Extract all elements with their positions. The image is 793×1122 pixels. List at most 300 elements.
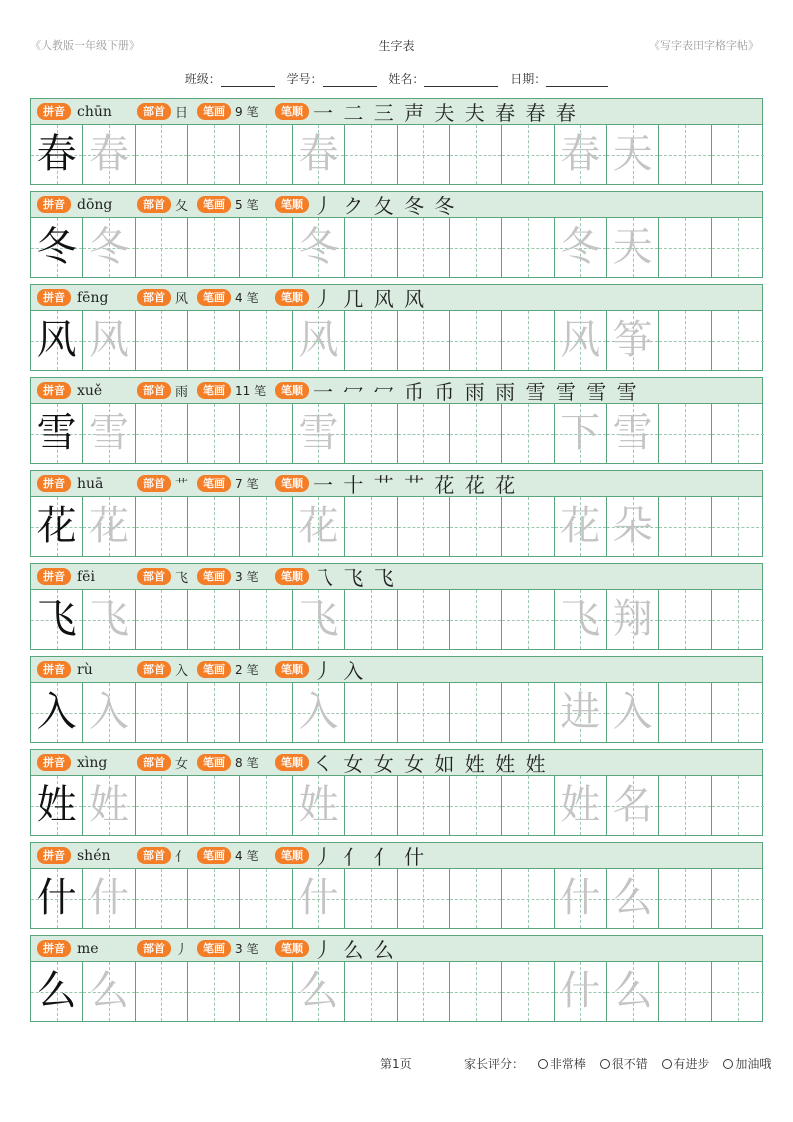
eval-option-4[interactable]: 加油哦 [723,1057,771,1071]
practice-cell[interactable] [188,590,240,649]
stroke-order-tag: 笔顺 [275,196,309,213]
tianzige-grid [30,125,763,185]
practice-cell[interactable] [345,869,397,928]
practice-cell[interactable] [240,776,292,835]
trace-character-cell[interactable] [607,776,659,835]
character-entry [30,191,763,278]
radical-tag: 部首 [137,940,171,957]
practice-cell[interactable] [659,962,711,1021]
practice-cell[interactable] [712,218,764,277]
practice-cell[interactable] [712,311,764,370]
practice-cell[interactable] [398,218,450,277]
stroke-order-tag: 笔顺 [275,103,309,120]
trace-character: 姓 [560,782,601,828]
model-character-cell[interactable] [31,869,83,928]
practice-cell[interactable] [398,869,450,928]
practice-cell[interactable] [712,125,764,184]
trace-character-cell[interactable] [293,962,345,1021]
character-entry [30,377,763,464]
practice-cell[interactable] [450,404,502,463]
entry-info-bar [30,935,763,962]
practice-cell[interactable] [240,125,292,184]
page-title: 生字表 [378,39,415,53]
practice-cell[interactable] [398,404,450,463]
practice-cell[interactable] [502,404,554,463]
entry-info-bar [30,191,763,218]
trace-character-cell[interactable] [83,590,135,649]
radical-value: 雨 [175,385,189,400]
practice-cell[interactable] [502,962,554,1021]
trace-character: 翔 [612,596,653,642]
practice-cell[interactable] [345,311,397,370]
stroke-order-sequence: 丿 ク 夂 冬 冬 [313,194,457,218]
trace-character-cell[interactable] [555,869,607,928]
trace-character: 么 [612,875,653,921]
eval-label: 家长评分： [464,1057,525,1071]
entry-info-bar [30,284,763,311]
stroke-order-tag: 笔顺 [275,754,309,771]
practice-cell[interactable] [136,497,188,556]
model-character: 冬 [36,224,77,270]
practice-cell[interactable] [502,497,554,556]
practice-cell[interactable] [712,962,764,1021]
class-label: 班级： [184,72,221,86]
trace-character: 什 [560,875,601,921]
practice-cell[interactable] [136,776,188,835]
tianzige-grid [30,311,763,371]
practice-cell[interactable] [450,497,502,556]
practice-cell[interactable] [659,776,711,835]
radical-tag: 部首 [137,475,171,492]
model-character: 春 [36,131,77,177]
practice-cell[interactable] [240,218,292,277]
trace-character: 朵 [612,503,653,549]
page-number: 第1页 [380,1057,412,1071]
eval-option-1[interactable]: 非常棒 [538,1057,586,1071]
practice-cell[interactable] [450,683,502,742]
radio-circle-icon [662,1059,672,1069]
trace-character: 么 [612,968,653,1014]
practice-cell[interactable] [240,404,292,463]
trace-character: 什 [298,875,339,921]
strokes-value: 2 笔 [235,663,259,677]
number-field[interactable] [287,72,377,86]
trace-character-cell[interactable] [555,962,607,1021]
character-entry [30,656,763,743]
tianzige-grid [30,962,763,1022]
practice-cell[interactable] [450,776,502,835]
strokes-tag: 笔画 [197,754,231,771]
character-entry [30,563,763,650]
stroke-order-tag: 笔顺 [275,382,309,399]
radical-tag: 部首 [137,289,171,306]
trace-character-cell[interactable] [83,776,135,835]
model-character: 雪 [36,410,77,456]
practice-cell[interactable] [398,497,450,556]
model-character-cell[interactable] [31,776,83,835]
radical-value: 飞 [175,571,189,586]
strokes-tag: 笔画 [197,475,231,492]
pinyin-value: chūn [77,103,112,120]
practice-cell[interactable] [712,404,764,463]
character-table [30,98,763,1028]
practice-cell[interactable] [450,962,502,1021]
trace-character: 入 [612,689,653,735]
model-character-cell[interactable] [31,125,83,184]
radical-value: 夂 [175,199,189,214]
practice-cell[interactable] [398,962,450,1021]
tianzige-grid [30,869,763,929]
trace-character-cell[interactable] [607,590,659,649]
stroke-order-tag: 笔顺 [275,568,309,585]
trace-character: 天 [612,224,653,270]
model-character: 么 [36,968,77,1014]
pinyin-tag: 拼音 [37,382,71,399]
practice-cell[interactable] [136,962,188,1021]
practice-cell[interactable] [188,776,240,835]
radical-value: 日 [175,106,189,121]
trace-character: 冬 [298,224,339,270]
trace-character: 什 [560,968,601,1014]
practice-cell[interactable] [345,590,397,649]
practice-cell[interactable] [712,683,764,742]
stroke-order-tag: 笔顺 [275,475,309,492]
stroke-order-tag: 笔顺 [275,289,309,306]
stroke-order-sequence: ㇛ 女 女 女 如 姓 姓 姓 [313,752,548,776]
model-character: 花 [36,503,77,549]
trace-character: 么 [298,968,339,1014]
trace-character-cell[interactable] [83,962,135,1021]
trace-character-cell[interactable] [83,125,135,184]
trace-character-cell[interactable] [555,497,607,556]
entry-info-bar [30,842,763,869]
trace-character-cell[interactable] [555,404,607,463]
practice-cell[interactable] [136,590,188,649]
trace-character: 春 [298,131,339,177]
model-character-cell[interactable] [31,683,83,742]
trace-character-cell[interactable] [607,869,659,928]
trace-character-cell[interactable] [293,869,345,928]
trace-character: 雪 [298,410,339,456]
trace-character: 么 [89,968,130,1014]
name-field[interactable] [388,72,498,86]
trace-character-cell[interactable] [607,404,659,463]
practice-cell[interactable] [398,776,450,835]
practice-cell[interactable] [345,962,397,1021]
eval-option-2[interactable]: 很不错 [600,1057,648,1071]
stroke-order-tag: 笔顺 [275,940,309,957]
header-right-text: 《写字表田字格字帖》 [649,39,759,52]
trace-character-cell[interactable] [293,683,345,742]
practice-cell[interactable] [450,218,502,277]
model-character: 风 [36,317,77,363]
radical-value: 亻 [175,850,189,865]
practice-cell[interactable] [240,311,292,370]
trace-character-cell[interactable] [293,776,345,835]
trace-character: 雪 [89,410,130,456]
practice-cell[interactable] [502,125,554,184]
practice-cell[interactable] [502,311,554,370]
trace-character-cell[interactable] [83,404,135,463]
entry-info-bar [30,656,763,683]
radical-tag: 部首 [137,568,171,585]
trace-character: 风 [560,317,601,363]
practice-cell[interactable] [188,218,240,277]
practice-cell[interactable] [398,590,450,649]
radical-value: 入 [175,664,189,679]
trace-character: 春 [89,131,130,177]
practice-cell[interactable] [345,683,397,742]
trace-character-cell[interactable] [607,497,659,556]
trace-character-cell[interactable] [293,590,345,649]
practice-cell[interactable] [136,869,188,928]
radical-tag: 部首 [137,382,171,399]
practice-cell[interactable] [240,962,292,1021]
stroke-order-sequence: 丿 么 么 [313,938,396,962]
strokes-value: 7 笔 [235,477,259,491]
trace-character-cell[interactable] [293,125,345,184]
model-character-cell[interactable] [31,497,83,556]
practice-cell[interactable] [188,869,240,928]
trace-character: 风 [298,317,339,363]
trace-character: 什 [89,875,130,921]
practice-cell[interactable] [240,869,292,928]
trace-character-cell[interactable] [293,404,345,463]
trace-character-cell[interactable] [607,311,659,370]
trace-character-cell[interactable] [293,311,345,370]
trace-character-cell[interactable] [293,497,345,556]
practice-cell[interactable] [659,218,711,277]
strokes-value: 8 笔 [235,756,259,770]
practice-cell[interactable] [712,590,764,649]
practice-cell[interactable] [240,683,292,742]
trace-character: 冬 [560,224,601,270]
trace-character-cell[interactable] [83,497,135,556]
practice-cell[interactable] [345,776,397,835]
trace-character-cell[interactable] [607,962,659,1021]
practice-cell[interactable] [398,683,450,742]
radio-circle-icon [538,1059,548,1069]
name-label: 姓名： [388,72,425,86]
strokes-value: 4 笔 [235,849,259,863]
practice-cell[interactable] [345,404,397,463]
radical-tag: 部首 [137,661,171,678]
model-character-cell[interactable] [31,962,83,1021]
radical-tag: 部首 [137,103,171,120]
stroke-order-tag: 笔顺 [275,661,309,678]
entry-info-bar [30,377,763,404]
pinyin-tag: 拼音 [37,661,71,678]
radio-circle-icon [600,1059,610,1069]
model-character: 入 [36,689,77,735]
stroke-order-sequence: 一 二 三 声 夫 夫 春 春 春 [313,101,578,125]
pinyin-value: dōng [77,196,113,213]
trace-character-cell[interactable] [607,683,659,742]
header-left-text: 《人教版一年级下册》 [30,39,140,52]
trace-character-cell[interactable] [555,311,607,370]
trace-character: 名 [612,782,653,828]
practice-cell[interactable] [188,404,240,463]
model-character: 飞 [36,596,77,642]
practice-cell[interactable] [188,683,240,742]
practice-cell[interactable] [659,404,711,463]
practice-cell[interactable] [502,218,554,277]
practice-cell[interactable] [398,311,450,370]
student-info-line [0,70,793,87]
stroke-order-tag: 笔顺 [275,847,309,864]
model-character: 姓 [36,782,77,828]
model-character-cell[interactable] [31,590,83,649]
trace-character-cell[interactable] [555,683,607,742]
trace-character: 入 [298,689,339,735]
stroke-order-sequence: 乁 飞 飞 [313,566,396,590]
pinyin-tag: 拼音 [37,289,71,306]
trace-character-cell[interactable] [555,590,607,649]
practice-cell[interactable] [659,497,711,556]
practice-cell[interactable] [659,683,711,742]
model-character: 什 [36,875,77,921]
trace-character-cell[interactable] [555,125,607,184]
practice-cell[interactable] [659,869,711,928]
practice-cell[interactable] [712,869,764,928]
pinyin-tag: 拼音 [37,940,71,957]
stroke-order-sequence: 丿 几 风 风 [313,287,427,311]
practice-cell[interactable] [345,125,397,184]
pinyin-value: rù [77,661,93,678]
trace-character-cell[interactable] [83,869,135,928]
trace-character-cell[interactable] [607,125,659,184]
practice-cell[interactable] [450,590,502,649]
eval-option-3[interactable]: 有进步 [662,1057,710,1071]
practice-cell[interactable] [450,311,502,370]
practice-cell[interactable] [345,218,397,277]
pinyin-value: fēng [77,289,109,306]
character-entry [30,284,763,371]
trace-character: 风 [89,317,130,363]
practice-cell[interactable] [502,590,554,649]
trace-character-cell[interactable] [555,776,607,835]
trace-character: 飞 [298,596,339,642]
strokes-tag: 笔画 [197,103,231,120]
pinyin-value: shén [77,847,111,864]
practice-cell[interactable] [188,125,240,184]
trace-character-cell[interactable] [83,218,135,277]
practice-cell[interactable] [240,590,292,649]
class-field[interactable] [185,72,275,86]
practice-cell[interactable] [136,311,188,370]
practice-cell[interactable] [502,683,554,742]
practice-cell[interactable] [188,311,240,370]
practice-cell[interactable] [345,497,397,556]
practice-cell[interactable] [188,497,240,556]
tianzige-grid [30,776,763,836]
trace-character: 冬 [89,224,130,270]
date-field[interactable] [510,72,608,86]
strokes-value: 3 笔 [235,942,259,956]
trace-character: 姓 [298,782,339,828]
pinyin-tag: 拼音 [37,754,71,771]
radio-circle-icon [723,1059,733,1069]
practice-cell[interactable] [502,776,554,835]
character-entry [30,935,763,1022]
trace-character: 天 [612,131,653,177]
practice-cell[interactable] [188,962,240,1021]
tianzige-grid [30,218,763,278]
practice-cell[interactable] [136,125,188,184]
date-label: 日期： [510,72,547,86]
model-character-cell[interactable] [31,404,83,463]
trace-character: 春 [560,131,601,177]
trace-character: 下 [560,410,601,456]
trace-character: 雪 [612,410,653,456]
strokes-tag: 笔画 [197,568,231,585]
trace-character-cell[interactable] [83,683,135,742]
stroke-order-sequence: 一 冖 冖 币 币 雨 雨 雪 雪 雪 雪 [313,380,639,404]
strokes-value: 9 笔 [235,105,259,119]
practice-cell[interactable] [659,590,711,649]
practice-cell[interactable] [659,311,711,370]
trace-character-cell[interactable] [555,218,607,277]
trace-character-cell[interactable] [607,218,659,277]
practice-cell[interactable] [136,218,188,277]
trace-character-cell[interactable] [293,218,345,277]
character-entry [30,470,763,557]
pinyin-value: xuě [77,382,103,399]
trace-character: 飞 [560,596,601,642]
strokes-tag: 笔画 [197,382,231,399]
radical-tag: 部首 [137,847,171,864]
practice-cell[interactable] [240,497,292,556]
pinyin-value: fēi [77,568,95,585]
practice-cell[interactable] [712,497,764,556]
trace-character: 进 [560,689,601,735]
practice-cell[interactable] [450,125,502,184]
number-label: 学号： [286,72,323,86]
radical-tag: 部首 [137,196,171,213]
entry-info-bar [30,98,763,125]
trace-character-cell[interactable] [83,311,135,370]
pinyin-tag: 拼音 [37,475,71,492]
practice-cell[interactable] [502,869,554,928]
tianzige-grid [30,590,763,650]
entry-info-bar [30,749,763,776]
model-character-cell[interactable] [31,311,83,370]
character-entry [30,98,763,185]
tianzige-grid [30,404,763,464]
trace-character: 筝 [612,317,653,363]
strokes-value: 3 笔 [235,570,259,584]
strokes-value: 4 笔 [235,291,259,305]
practice-cell[interactable] [398,125,450,184]
practice-cell[interactable] [659,125,711,184]
radical-value: 女 [175,757,189,772]
model-character-cell[interactable] [31,218,83,277]
practice-cell[interactable] [136,683,188,742]
tianzige-grid [30,497,763,557]
strokes-tag: 笔画 [197,661,231,678]
radical-value: 风 [175,292,189,307]
strokes-value: 11 笔 [235,384,267,398]
practice-cell[interactable] [712,776,764,835]
character-entry [30,842,763,929]
radical-tag: 部首 [137,754,171,771]
stroke-order-sequence: 一 十 艹 艹 花 花 花 [313,473,518,497]
radical-value: 艹 [175,478,189,493]
pinyin-tag: 拼音 [37,103,71,120]
practice-cell[interactable] [136,404,188,463]
trace-character: 花 [298,503,339,549]
practice-cell[interactable] [450,869,502,928]
